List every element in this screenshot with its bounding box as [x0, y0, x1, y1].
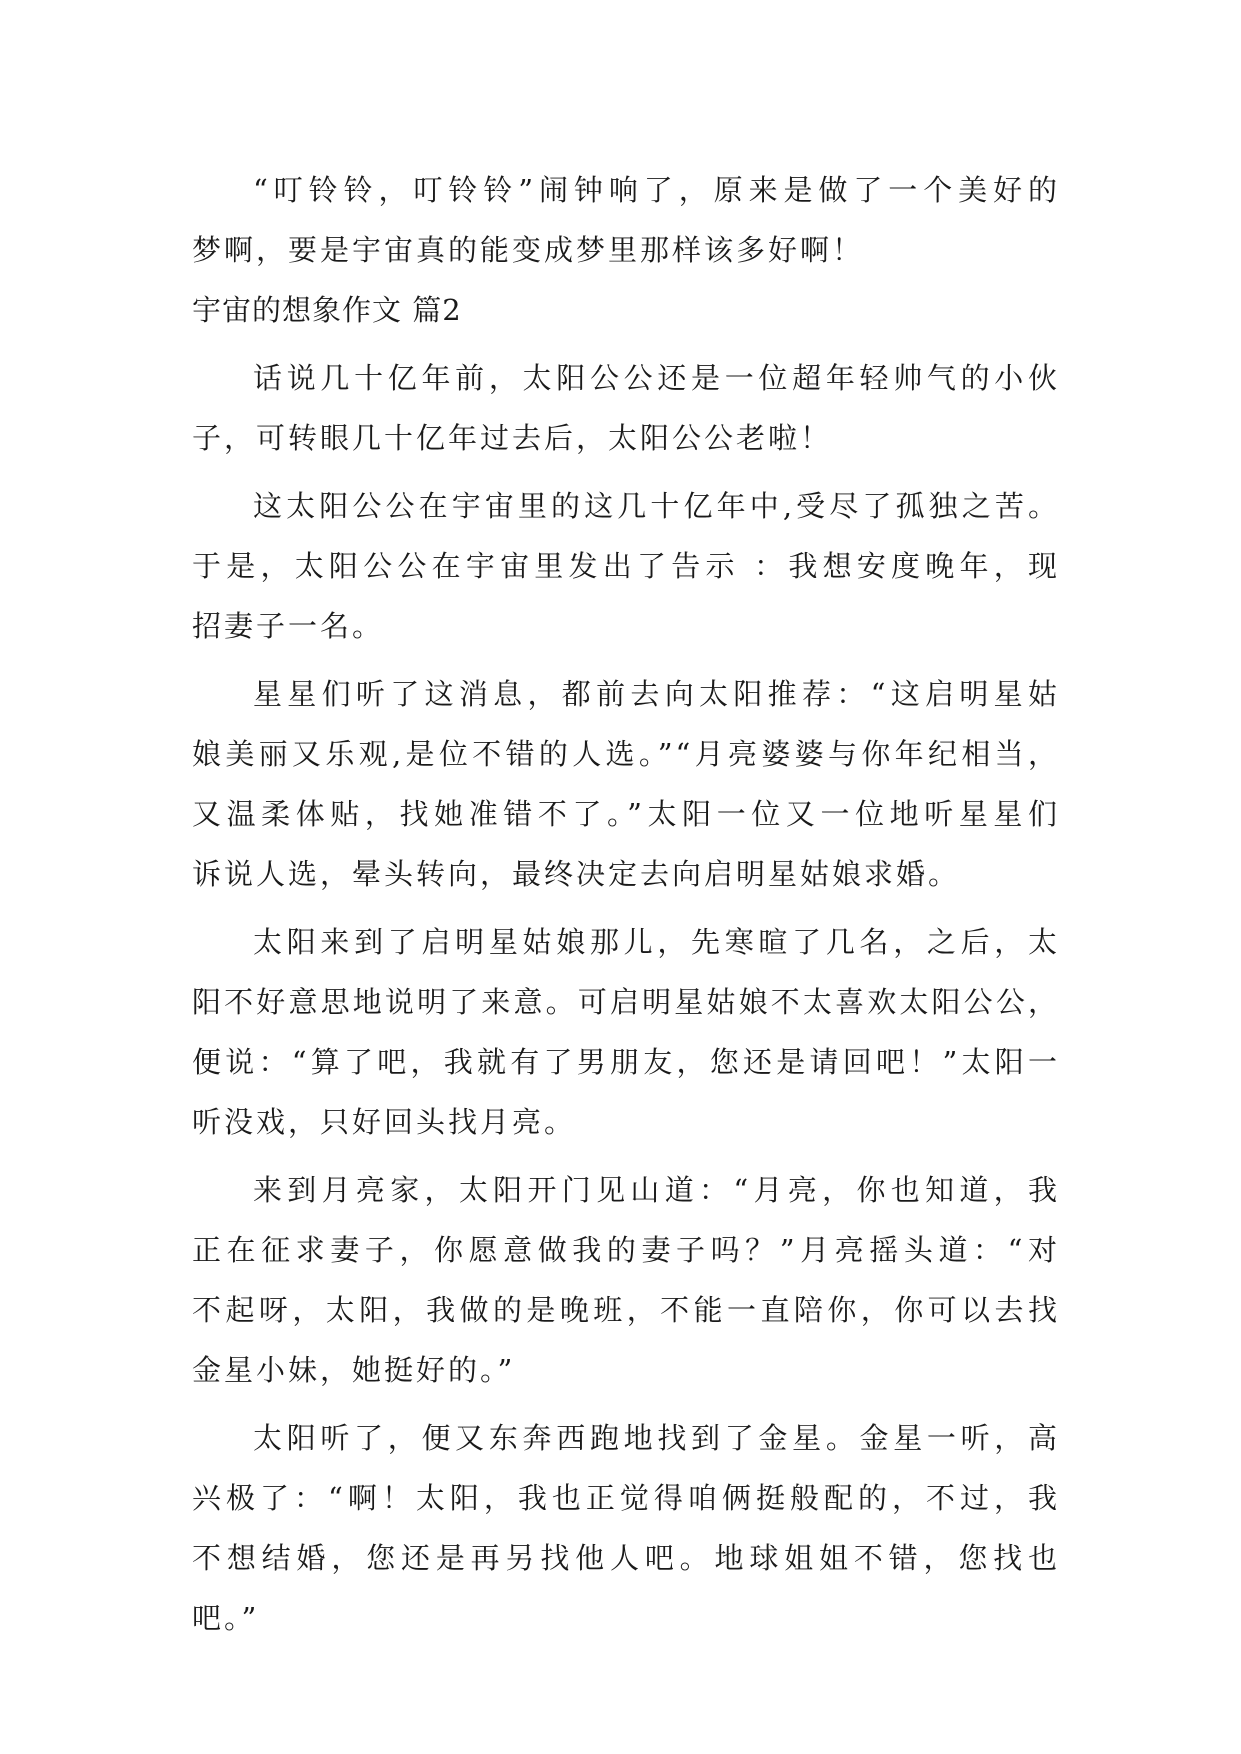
paragraph-line: 招妻子一名。 [192, 609, 385, 643]
paragraph-line: 太阳来到了启明星姑娘那儿，先寒暄了几名，之后，太 [253, 925, 1060, 959]
paragraph-line: 便说：“算了吧，我就有了男朋友，您还是请回吧！”太阳一 [192, 1045, 1060, 1079]
paragraph [192, 1160, 1060, 1400]
paragraph-line: 不想结婚，您还是再另找他人吧。地球姐姐不错，您找也 [192, 1541, 1060, 1575]
paragraph-line: 娘美丽又乐观,是位不错的人选。”“月亮婆婆与你年纪相当， [192, 737, 1060, 771]
paragraph-line: 正在征求妻子，你愿意做我的妻子吗？”月亮摇头道：“对 [192, 1233, 1060, 1267]
paragraph-line: 于是，太阳公公在宇宙里发出了告示 ：我想安度晚年，现 [192, 549, 1060, 583]
paragraph [192, 664, 1060, 904]
paragraph-line: 听没戏，只好回头找月亮。 [192, 1105, 577, 1139]
section-heading: 宇宙的想象作文 篇2 [192, 293, 462, 327]
paragraph [192, 1408, 1060, 1648]
paragraph-line: 星星们听了这消息，都前去向太阳推荐：“这启明星姑 [253, 677, 1060, 711]
paragraph-line: 阳不好意思地说明了来意。可启明星姑娘不太喜欢太阳公公， [192, 985, 1060, 1019]
paragraph-line: 子，可转眼几十亿年过去后，太阳公公老啦！ [192, 421, 833, 455]
paragraph-line: 来到月亮家，太阳开门见山道：“月亮，你也知道，我 [253, 1173, 1060, 1207]
paragraph-line: 话说几十亿年前，太阳公公还是一位超年轻帅气的小伙 [253, 361, 1060, 395]
paragraph-line: 吧。” [192, 1601, 260, 1635]
paragraph-line: “叮铃铃，叮铃铃”闹钟响了，原来是做了一个美好的 [253, 173, 1060, 207]
paragraph [192, 348, 1060, 468]
paragraph-line: 又温柔体贴，找她准错不了。”太阳一位又一位地听星星们 [192, 797, 1060, 831]
intro-paragraph [192, 160, 1060, 280]
paragraph-line: 金星小妹，她挺好的。” [192, 1353, 516, 1387]
document-page [192, 160, 1060, 1648]
paragraph-line: 太阳听了，便又东奔西跑地找到了金星。金星一听，高 [253, 1421, 1060, 1455]
paragraph [192, 912, 1060, 1152]
paragraph [192, 476, 1060, 656]
paragraph-line: 不起呀，太阳，我做的是晚班，不能一直陪你，你可以去找 [192, 1293, 1060, 1327]
paragraph-line: 这太阳公公在宇宙里的这几十亿年中,受尽了孤独之苦。 [253, 489, 1060, 523]
paragraph-line: 兴极了：“啊！太阳，我也正觉得咱俩挺般配的，不过，我 [192, 1481, 1060, 1515]
paragraph-line: 诉说人选，晕头转向，最终决定去向启明星姑娘求婚。 [192, 857, 961, 891]
paragraph-line: 梦啊，要是宇宙真的能变成梦里那样该多好啊！ [192, 233, 865, 267]
